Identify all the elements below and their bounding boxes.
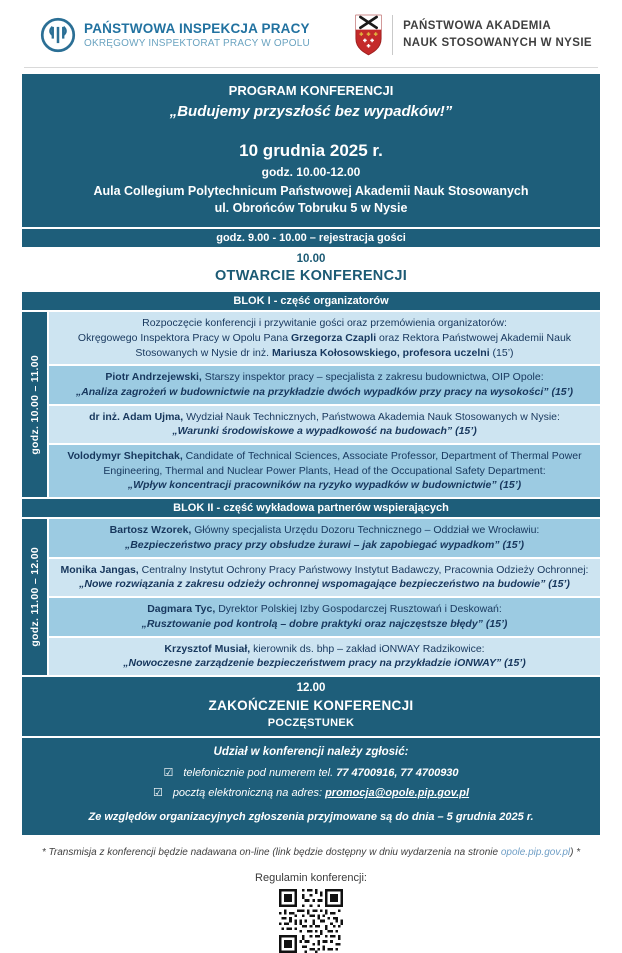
pans-line1: PAŃSTWOWA AKADEMIA [403,20,552,33]
talk-speaker-line: Krzysztof Musiał, kierownik ds. bhp – zakład iONWAY Radzikowice: [164,642,485,655]
talk-quote: „Wpływ koncentracji pracowników na ryzyko wypadków w budownictwie” (15’) [127,479,522,492]
talk-row [49,406,600,443]
signup-block [22,738,600,835]
talk-speaker-line: Bartosz Wzorek, Główny specjalista Urzędu Dozoru Technicznego – Oddział we Wrocławiu: [109,524,540,537]
talk-quote: „Bezpieczeństwo pracy przy obsłudze żurawi – jak zapobiegać wypadkom” (15’) [124,539,525,552]
event-time: godz. 10.00-12.00 [261,165,361,180]
talk-speaker-line: Dagmara Tyc, Dyrektor Polskiej Izby Gospodarczej Rusztowań i Deskowań: [147,603,502,616]
opening-title: OTWARCIE KONFERENCJI [214,268,408,285]
talk-row [49,519,600,556]
block2-header: BLOK II - część wykładowa partnerów wspierających [22,499,600,517]
talk-speaker-line: Monika Jangas, Centralny Instytut Ochrony Pracy Państwowy Instytut Badawczy, Pracownia Odzieży Ochronnej: [60,563,589,576]
pans-crest-icon [355,13,382,57]
pip-title: PAŃSTWOWA INSPEKCJA PRACY [84,21,310,36]
block1-time-label: godz. 10.00 – 11.00 [28,354,41,455]
talk-quote: „Nowoczesne zarządzenie bezpieczeństwem pracy na przykładzie iONWAY” (15’) [123,657,526,670]
talk-row [49,559,600,596]
online-note: * Transmisja z konferencji będzie nadawana on-line (link będzie dostępny w dniu wydarzenia na stronie opole.pip.gov.pl) * [41,847,581,859]
signup-phone-line: ☑ telefonicznie pod numerem tel. 77 4700916, 77 4700930 [163,767,459,780]
program-title: PROGRAM KONFERENCJI [228,83,394,98]
pans-line2: NAUK STOSOWANYCH W NYSIE [403,37,592,49]
block1-header: BLOK I - część organizatorów [22,292,600,310]
talk-quote: „Analiza zagrożeń w budownictwie na przykładzie dwóch wypadków przy pracy na wysokości” (15’) [75,385,574,398]
talk-row [49,445,600,497]
regulations-label: Regulamin konferencji: [255,872,367,885]
talk-row [49,366,600,403]
intro-line2: Okręgowego Inspektora Pracy w Opolu Pana Grzegorza Czapli oraz Rektora Państwowej Akademii Nauk Stosowanych w Nysie dr inż. Mariusza Kołosowskiego, profesora uczelni (15’) [77,331,572,359]
program-body [22,74,600,835]
closing-time: 12.00 [296,681,326,694]
block2-time-rail [22,519,47,675]
header [0,0,622,67]
website-link[interactable]: opole.pip.gov.pl [500,847,571,859]
closing-subtitle: POCZĘSTUNEK [267,717,355,730]
checkbox-icon: ☑ [163,767,174,780]
email-link[interactable]: promocja@opole.pip.gov.pl [325,787,470,800]
talk-row [49,638,600,675]
talk-speaker-line: dr inż. Adam Ujma, Wydział Nauk Technicznych, Państwowa Akademia Nauk Stosowanych w Nysie: [89,410,560,423]
pip-subtitle: OKRĘGOWY INSPEKTORAT PRACY W OPOLU [84,38,310,49]
pip-monogram-icon [40,17,76,53]
phone-numbers: 77 4700916, 77 4700930 [336,767,459,780]
registration-strip: godz. 9.00 - 10.00 – rejestracja gości [22,229,600,247]
opening-time: 10.00 [296,253,326,266]
program-motto: „Budujemy przyszłość bez wypadków!” [169,103,453,121]
talk-quote: „Nowe rozwiązania z zakresu odzieży ochronnej wspomagające bezpieczeństwo na budowie” (15’) [79,578,570,591]
event-address: ul. Obrońców Tobruku 5 w Nysie [214,201,408,216]
pans-logo [355,13,592,57]
talk-row [49,598,600,635]
closing-title: ZAKOŃCZENIE KONFERENCJI [208,698,414,714]
signup-deadline: Ze względów organizacyjnych zgłoszenia przyjmowane są do dnia – 5 grudnia 2025 r. [88,811,534,824]
pip-logo [40,17,310,53]
intro-row [49,312,600,364]
event-date: 10 grudnia 2025 r. [239,140,383,160]
talk-quote: „Rusztowanie pod kontrolą – dobre praktyki oraz najczęstsze błędy” (15’) [141,617,508,630]
logo-divider [392,15,393,55]
header-divider [24,67,598,68]
intro-line1: Rozpoczęcie konferencji i przywitanie gości oraz przemówienia organizatorów: [142,317,507,330]
signup-heading: Udział w konferencji należy zgłosić: [213,746,409,759]
block2 [22,519,600,675]
qr-code [279,889,343,953]
block1-time-rail [22,312,47,497]
talk-speaker-line: Volodymyr Shepitchak, Candidate of Technical Sciences, Associate Professor, Department of Thermal Power Engineering, Thermal and Nuclear Power Plants, Head of the Occupational Safety Department: [67,450,582,477]
signup-email-line: ☑ pocztą elektroniczną na adres: promocja@opole.pip.gov.pl [152,787,470,800]
checkbox-icon: ☑ [152,787,163,800]
talk-quote: „Warunki środowiskowe a wypadkowość na budowach” (15’) [172,425,477,438]
closing-block [22,677,600,737]
talk-speaker-line: Piotr Andrzejewski, Starszy inspektor pracy – specjalista z zakresu budownictwa, OIP Opole: [105,371,544,384]
title-banner [22,74,600,227]
block2-time-label: godz. 11.00 – 12.00 [28,547,41,647]
event-venue: Aula Collegium Polytechnicum Państwowej Akademii Nauk Stosowanych [93,183,529,198]
opening-block [22,249,600,290]
block1 [22,312,600,497]
